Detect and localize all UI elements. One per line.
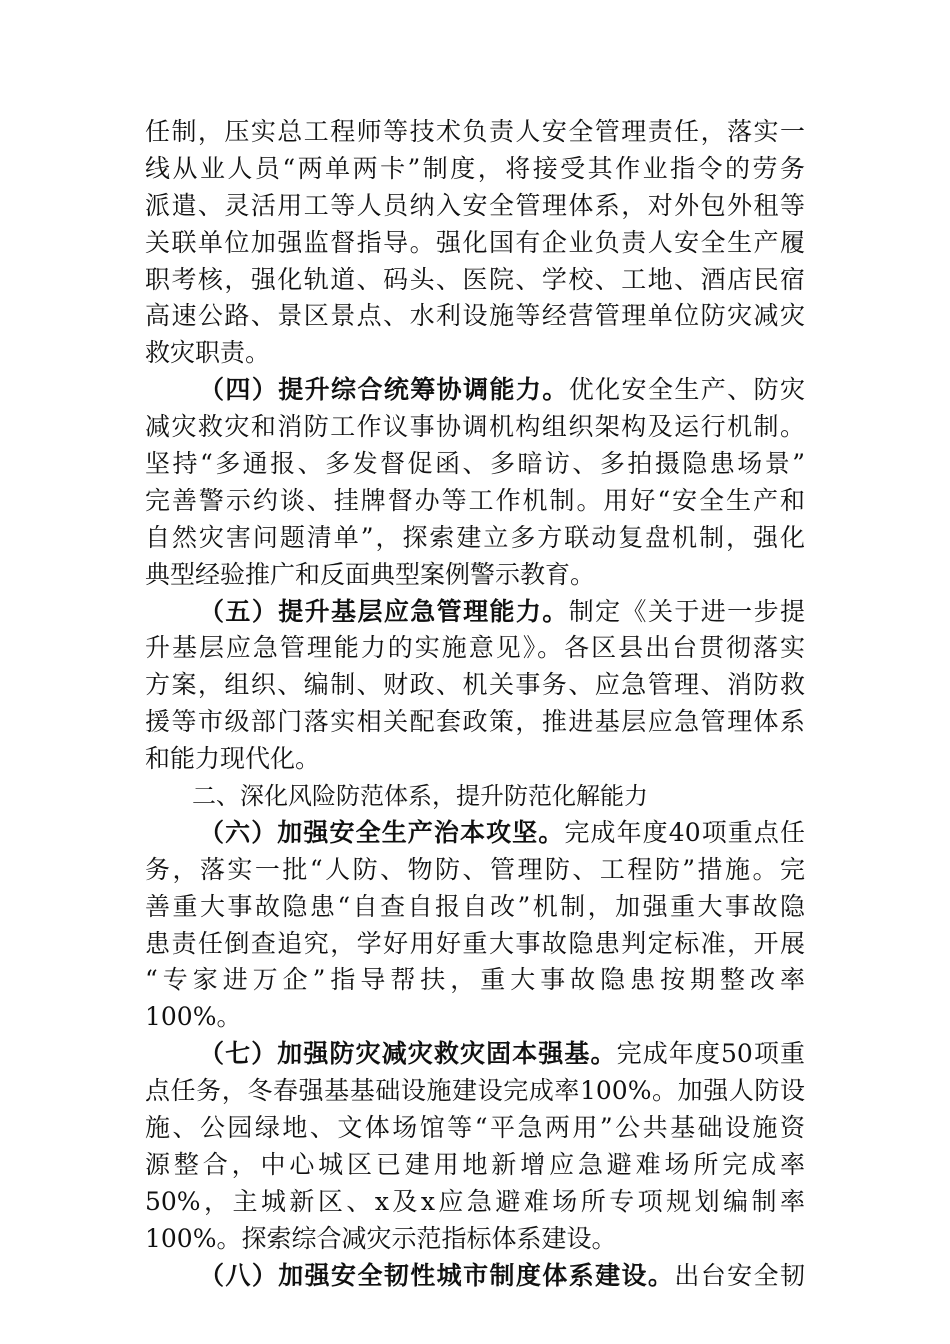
text-line: 关联单位加强监督指导。强化国有企业负责人安全生产履: [145, 227, 805, 257]
text-line-first: [145, 372, 805, 409]
text-line-first: [145, 1036, 805, 1073]
text-line: 完善警示约谈、挂牌督办等工作机制。用好“安全生产和: [145, 485, 805, 515]
paragraph-lead: （四）提升综合统筹协调能力。: [199, 375, 569, 405]
text-line: 点任务，冬春强基基础设施建设完成率100%。加强人防设: [145, 1076, 805, 1106]
text-line: 100%。探索综合减灾示范指标体系建设。: [145, 1223, 617, 1253]
section-heading: 二、深化风险防范体系，提升防范化解能力: [192, 782, 648, 811]
paragraph-first-text: 完成年度50项重: [616, 1039, 805, 1069]
text-line: 源整合，中心城区已建用地新增应急避难场所完成率: [145, 1149, 805, 1179]
text-line-first: [145, 594, 805, 631]
text-line: 方案，组织、编制、财政、机关事务、应急管理、消防救: [145, 670, 805, 700]
text-line: 善重大事故隐患“自查自报自改”机制，加强重大事故隐: [145, 891, 805, 921]
paragraph-section-7: [145, 1036, 805, 1257]
text-line: 派遣、灵活用工等人员纳入安全管理体系，对外包外租等: [145, 190, 805, 220]
text-line: 施、公园绿地、文体场馆等“平急两用”公共基础设施资: [145, 1113, 805, 1143]
paragraph-section-5: [145, 594, 805, 778]
text-line: 任制，压实总工程师等技术负责人安全管理责任，落实一: [145, 117, 805, 146]
paragraph-first-text: 完成年度40项重点任: [564, 817, 805, 847]
text-line: 典型经验推广和反面典型案例警示教育。: [145, 559, 596, 589]
text-line: 高速公路、景区景点、水利设施等经营管理单位防灾减灾: [145, 301, 805, 331]
text-line: 务，落实一批“人防、物防、管理防、工程防”措施。完: [145, 854, 805, 884]
text-line: “专家进万企”指导帮扶，重大事故隐患按期整改率: [145, 965, 805, 995]
paragraph-first-text: 出台安全韧: [674, 1260, 805, 1290]
paragraph-responsibility: [145, 114, 805, 372]
text-line: 线从业人员“两单两卡”制度，将接受其作业指令的劳务: [145, 153, 805, 183]
text-line: 患责任倒查追究，学好用好重大事故隐患判定标准，开展: [145, 928, 805, 958]
paragraph-lead: （七）加强防灾减灾救灾固本强基。: [199, 1039, 617, 1069]
text-line: 100%。: [145, 1002, 242, 1032]
text-line: 自然灾害问题清单”，探索建立多方联动复盘机制，强化: [145, 522, 805, 552]
paragraph-section-8: [145, 1258, 805, 1295]
text-line: 升基层应急管理能力的实施意见》。各区县出台贯彻落实: [145, 633, 805, 663]
text-line: 救灾职责。: [145, 338, 271, 368]
text-line: 坚持“多通报、多发督促函、多暗访、多拍摄隐患场景”: [145, 449, 805, 479]
text-line-first: [145, 1258, 805, 1295]
paragraph-lead: （五）提升基层应急管理能力。: [199, 596, 569, 626]
paragraph-first-text: 制定《关于进一步提: [568, 596, 805, 626]
text-line: 减灾救灾和消防工作议事协调机构组织架构及运行机制。: [145, 412, 805, 442]
paragraph-first-text: 优化安全生产、防灾: [568, 375, 805, 405]
text-line: 援等市级部门落实相关配套政策，推进基层应急管理体系: [145, 707, 805, 737]
text-line: 和能力现代化。: [145, 744, 321, 774]
document-page: [145, 114, 805, 1295]
text-line: 职考核，强化轨道、码头、医院、学校、工地、酒店民宿: [145, 264, 805, 294]
text-line: 50%，主城新区、x及x应急避难场所专项规划编制率: [145, 1186, 805, 1216]
paragraph-lead: （八）加强安全韧性城市制度体系建设。: [199, 1260, 675, 1290]
paragraph-section-6: [145, 815, 805, 1036]
paragraph-lead: （六）加强安全生产治本攻坚。: [199, 817, 565, 847]
paragraph-section-4: [145, 372, 805, 593]
text-line-first: [145, 815, 805, 852]
